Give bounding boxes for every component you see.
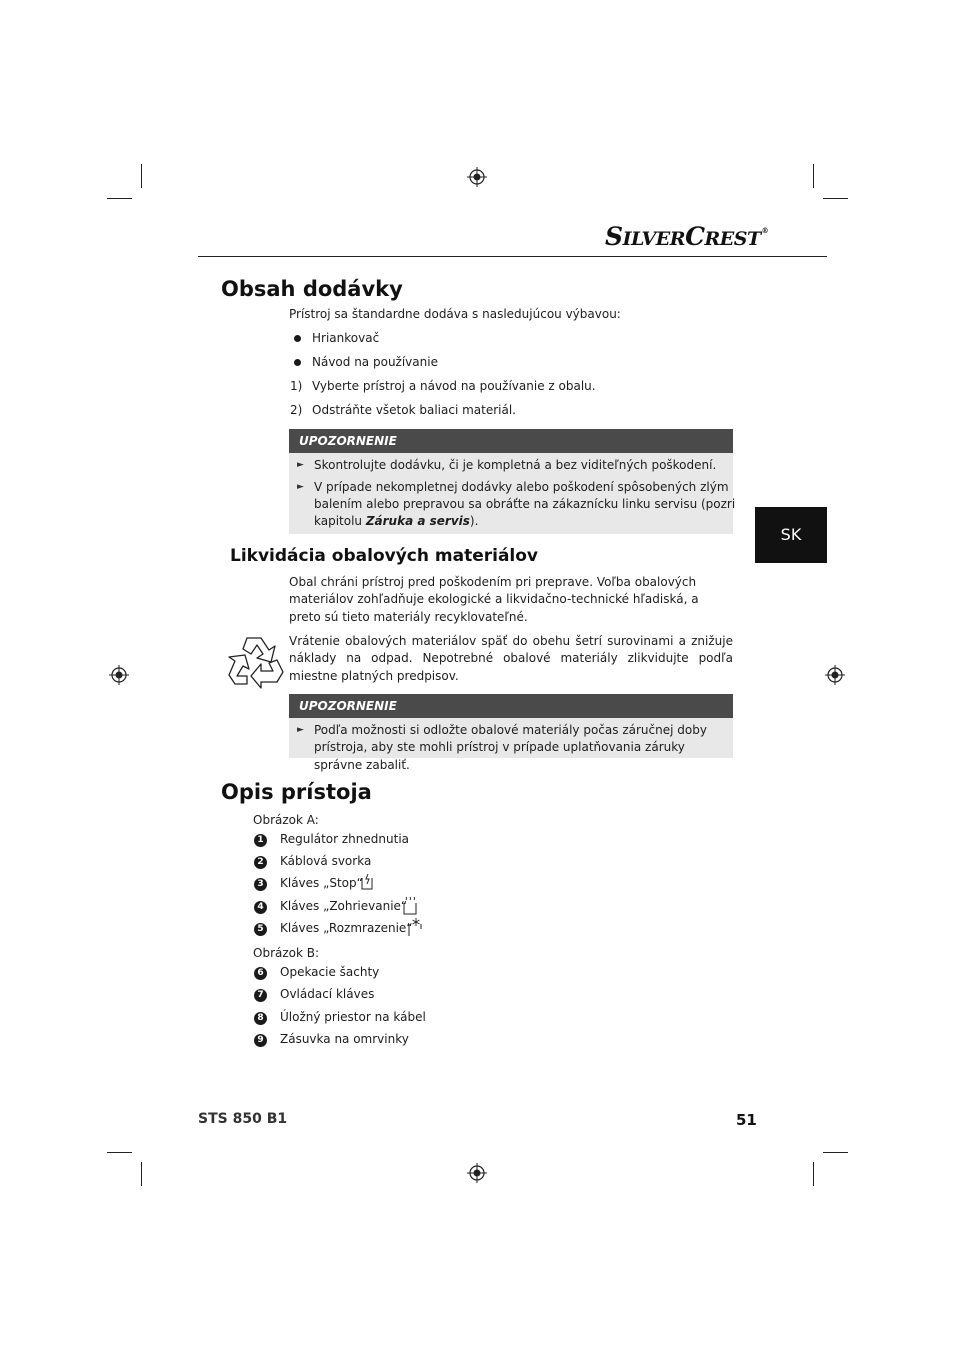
page-number: 51 — [736, 1111, 757, 1129]
part-number: 9 — [254, 1034, 267, 1047]
reheat-icon — [401, 895, 419, 915]
part-label: Kláves „Zohrievanie“ — [280, 899, 408, 913]
part-label: Kláves „Rozmrazenie“ — [280, 921, 413, 935]
warning-text: Podľa možnosti si odložte obalové materiály počas záručnej doby prístroja, aby ste mohli prístroj v prípade uplatňovania záruky správne zabaliť. — [314, 723, 707, 772]
crop-mark — [141, 1162, 142, 1186]
part-number: 6 — [254, 967, 267, 980]
registration-mark-icon — [825, 665, 845, 685]
part-number: 7 — [254, 989, 267, 1002]
arrow-icon: ► — [297, 725, 304, 735]
subsection-title: Likvidácia obalových materiálov — [230, 546, 539, 566]
part-label: Kláves „Stop“ — [280, 876, 363, 890]
part-label: Regulátor zhnednutia — [280, 832, 409, 846]
arrow-icon: ► — [297, 482, 304, 492]
warning-text — [314, 513, 478, 530]
arrow-icon: ► — [297, 460, 304, 470]
section-title: Obsah dodávky — [221, 277, 403, 301]
part-label: Úložný priestor na kábel — [280, 1010, 426, 1024]
part-label: Káblová svorka — [280, 854, 372, 868]
list-item: Hriankovač — [312, 331, 380, 345]
warning-label: UPOZORNENIE — [289, 429, 733, 453]
chapter-reference: Záruka a servis — [365, 514, 470, 528]
part-label: Ovládací kláves — [280, 987, 375, 1001]
warning-text-part: kapitolu — [314, 514, 366, 528]
part-number: 8 — [254, 1012, 267, 1025]
crop-mark — [813, 1162, 814, 1186]
bullet-icon — [294, 335, 301, 342]
part-number: 4 — [254, 901, 267, 914]
figure-label: Obrázok A: — [253, 813, 319, 827]
crop-mark — [141, 164, 142, 188]
crop-mark — [107, 1152, 132, 1153]
step-text: Odstráňte všetok baliaci materiál. — [312, 403, 516, 417]
crop-mark — [823, 1152, 848, 1153]
registration-mark-icon — [467, 1163, 487, 1183]
part-number: 3 — [254, 878, 267, 891]
paragraph: Obal chráni prístroj pred poškodením pri preprave. Voľba obalových materiálov zohľadňuje ekologické a likvidačno-technické hľadiská, a preto sú tieto materiály recyklovateľné. — [289, 575, 699, 624]
crop-mark — [813, 164, 814, 188]
warning-text: Skontrolujte dodávku, či je kompletná a bez viditeľných poškodení. — [314, 458, 717, 472]
step-text: Vyberte prístroj a návod na používanie z obalu. — [312, 379, 596, 393]
list-item: Návod na používanie — [312, 355, 438, 369]
defrost-icon — [406, 917, 424, 937]
step-number: 2) — [290, 403, 303, 417]
warning-text: V prípade nekompletnej dodávky alebo poškodení spôsobených zlým — [314, 480, 729, 494]
part-label: Opekacie šachty — [280, 965, 380, 979]
figure-label: Obrázok B: — [253, 946, 320, 960]
registration-mark-icon — [109, 665, 129, 685]
stop-toast-icon — [359, 873, 375, 891]
crop-mark — [107, 198, 132, 199]
section-title: Opis prístoja — [221, 780, 372, 804]
bullet-icon — [294, 359, 301, 366]
part-number: 1 — [254, 834, 267, 847]
registration-mark-icon — [467, 167, 487, 187]
brand-logo: SILVERCREST® — [605, 222, 769, 251]
header-rule — [198, 256, 827, 257]
part-label: Zásuvka na omrvinky — [280, 1032, 409, 1046]
warning-text: balením alebo prepravou sa obráťte na zákaznícku linku servisu (pozri — [314, 497, 736, 511]
warning-label: UPOZORNENIE — [289, 694, 733, 718]
part-number: 5 — [254, 923, 267, 936]
warning-text-part: ). — [469, 514, 479, 528]
recycle-icon — [225, 634, 285, 690]
paragraph: Vrátenie obalových materiálov späť do obehu šetrí surovinami a znižuje náklady na odpad. Nepotrebné obalové materiály zlikvidujte podľa miestne platných predpisov. — [289, 634, 733, 683]
intro-text: Prístroj sa štandardne dodáva s nasledujúcou výbavou: — [289, 307, 621, 321]
language-tab: SK — [755, 507, 827, 563]
part-number: 2 — [254, 856, 267, 869]
step-number: 1) — [290, 379, 303, 393]
crop-mark — [823, 198, 848, 199]
model-number: STS 850 B1 — [198, 1111, 288, 1127]
